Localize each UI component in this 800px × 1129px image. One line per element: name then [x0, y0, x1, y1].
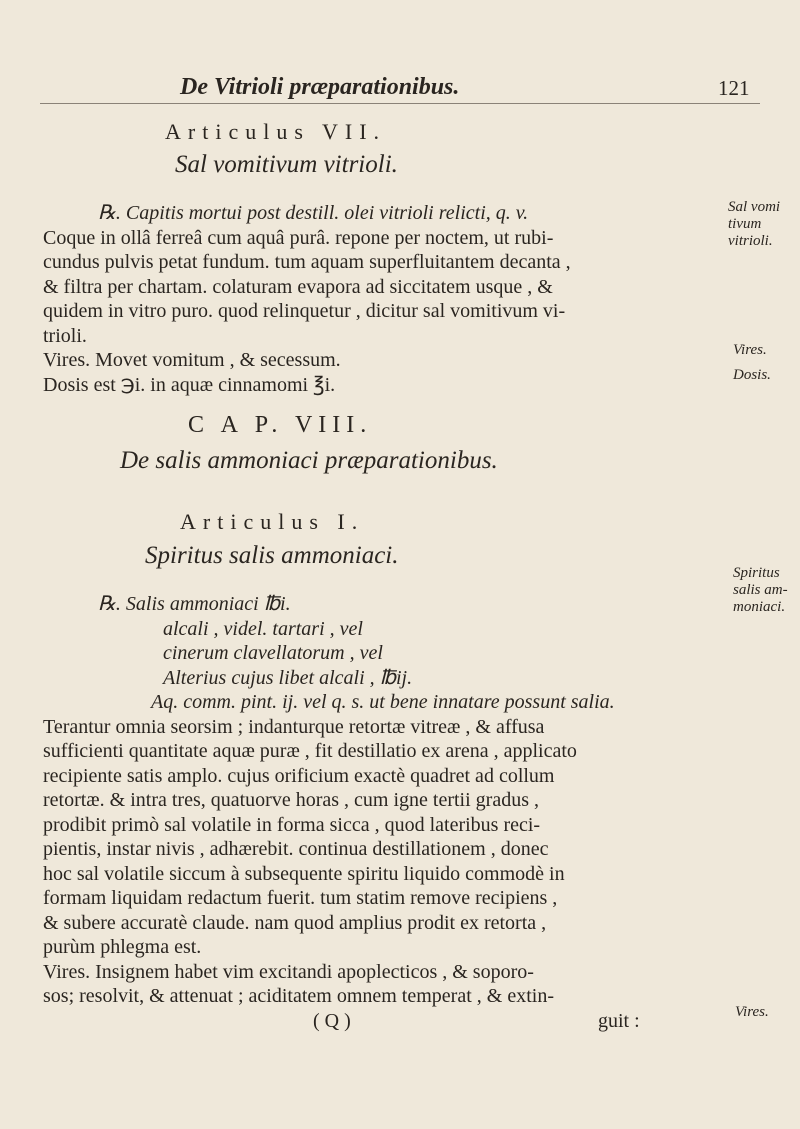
page-foot: [43, 1009, 723, 1035]
recipe-line: Alterius cujus libet alcali , ℔ij.: [163, 666, 413, 689]
running-title: De Vitrioli præparationibus.: [180, 74, 460, 100]
margin-text: vitrioli.: [728, 233, 773, 249]
text-line: prodibit primò sal volatile in forma sicca , quod lateribus reci-: [43, 813, 541, 836]
page-number: 121: [718, 76, 750, 100]
text-line: hoc sal volatile siccum à subsequente spiritu liquido commodè in: [43, 862, 565, 885]
margin-note-spiritus: [733, 565, 788, 616]
header-rule: [40, 103, 760, 104]
article-heading: Articulus I.: [180, 509, 365, 534]
text-line: & filtra per chartam. colaturam evapora ad siccitatem usque , &: [43, 275, 553, 298]
vires-line: sos; resolvit, & attenuat ; aciditatem omnem temperat , & extin-: [43, 985, 554, 1007]
margin-note-vires: Vires.: [735, 1004, 769, 1020]
recipe-line: ℞. Capitis mortui post destill. olei vitrioli relicti, q. v.: [98, 202, 529, 224]
section-title: Spiritus salis ammoniaci.: [145, 542, 399, 569]
section1-body: [43, 201, 723, 397]
text-line: cundus pulvis petat fundum. tum aquam superfluitantem decanta ,: [43, 251, 571, 273]
section2-body: [43, 592, 723, 1035]
text-line: Coque in ollâ ferreâ cum aquâ purâ. repone per noctem, ut rubi-: [43, 226, 554, 249]
recipe-line: Aq. comm. pint. ij. vel q. s. ut bene innatare possunt salia.: [151, 691, 615, 713]
recipe-line: ℞. Salis ammoniaci ℔i.: [98, 593, 291, 615]
text-line: Terantur omnia seorsim ; indanturque retortæ vitreæ , & affusa: [43, 715, 545, 738]
margin-text: salis am-: [733, 582, 788, 598]
chapter-title: De salis ammoniaci præparationibus.: [120, 447, 498, 474]
dosis-line: Dosis est ℈i. in aquæ cinnamomi ℥i.: [43, 373, 336, 396]
margin-note-dosis: Dosis.: [733, 367, 771, 383]
text-line: recipiente satis amplo. cujus orificium exactè quadret ad collum: [43, 764, 555, 787]
chapter-heading: C A P. VIII.: [188, 412, 373, 438]
signature-mark: ( Q ): [313, 1009, 351, 1032]
vires-line: Vires. Insignem habet vim excitandi apoplecticos , & soporo-: [43, 960, 534, 983]
margin-note-vires: Vires.: [733, 342, 767, 358]
text-line: sufficienti quantitate aquæ puræ , fit destillatio ex arena , applicato: [43, 740, 577, 762]
vires-line: Vires. Movet vomitum , & secessum.: [43, 349, 341, 371]
margin-text: tivum: [728, 216, 762, 232]
article-heading: Articulus VII.: [165, 119, 387, 144]
margin-note-sal: [728, 199, 780, 250]
catchword: guit :: [598, 1009, 640, 1032]
text-line: pientis, instar nivis , adhærebit. continua destillationem , donec: [43, 838, 549, 860]
text-line: purùm phlegma est.: [43, 936, 202, 958]
text-line: trioli.: [43, 324, 87, 347]
margin-text: moniaci.: [733, 599, 786, 615]
text-line: retortæ. & intra tres, quatuorve horas , cum igne tertii gradus ,: [43, 789, 539, 811]
recipe-line: cinerum clavellatorum , vel: [163, 642, 383, 664]
text-line: & subere accuratè claude. nam quod amplius prodit ex retorta ,: [43, 911, 547, 934]
section-title: Sal vomitivum vitrioli.: [175, 151, 398, 178]
text-line: formam liquidam redactum fuerit. tum statim remove recipiens ,: [43, 887, 558, 909]
margin-text: Spiritus: [733, 565, 780, 581]
margin-text: Sal vomi: [728, 199, 781, 215]
text-line: quidem in vitro puro. quod relinquetur , dicitur sal vomitivum vi-: [43, 300, 566, 322]
recipe-line: alcali , videl. tartari , vel: [163, 617, 363, 640]
